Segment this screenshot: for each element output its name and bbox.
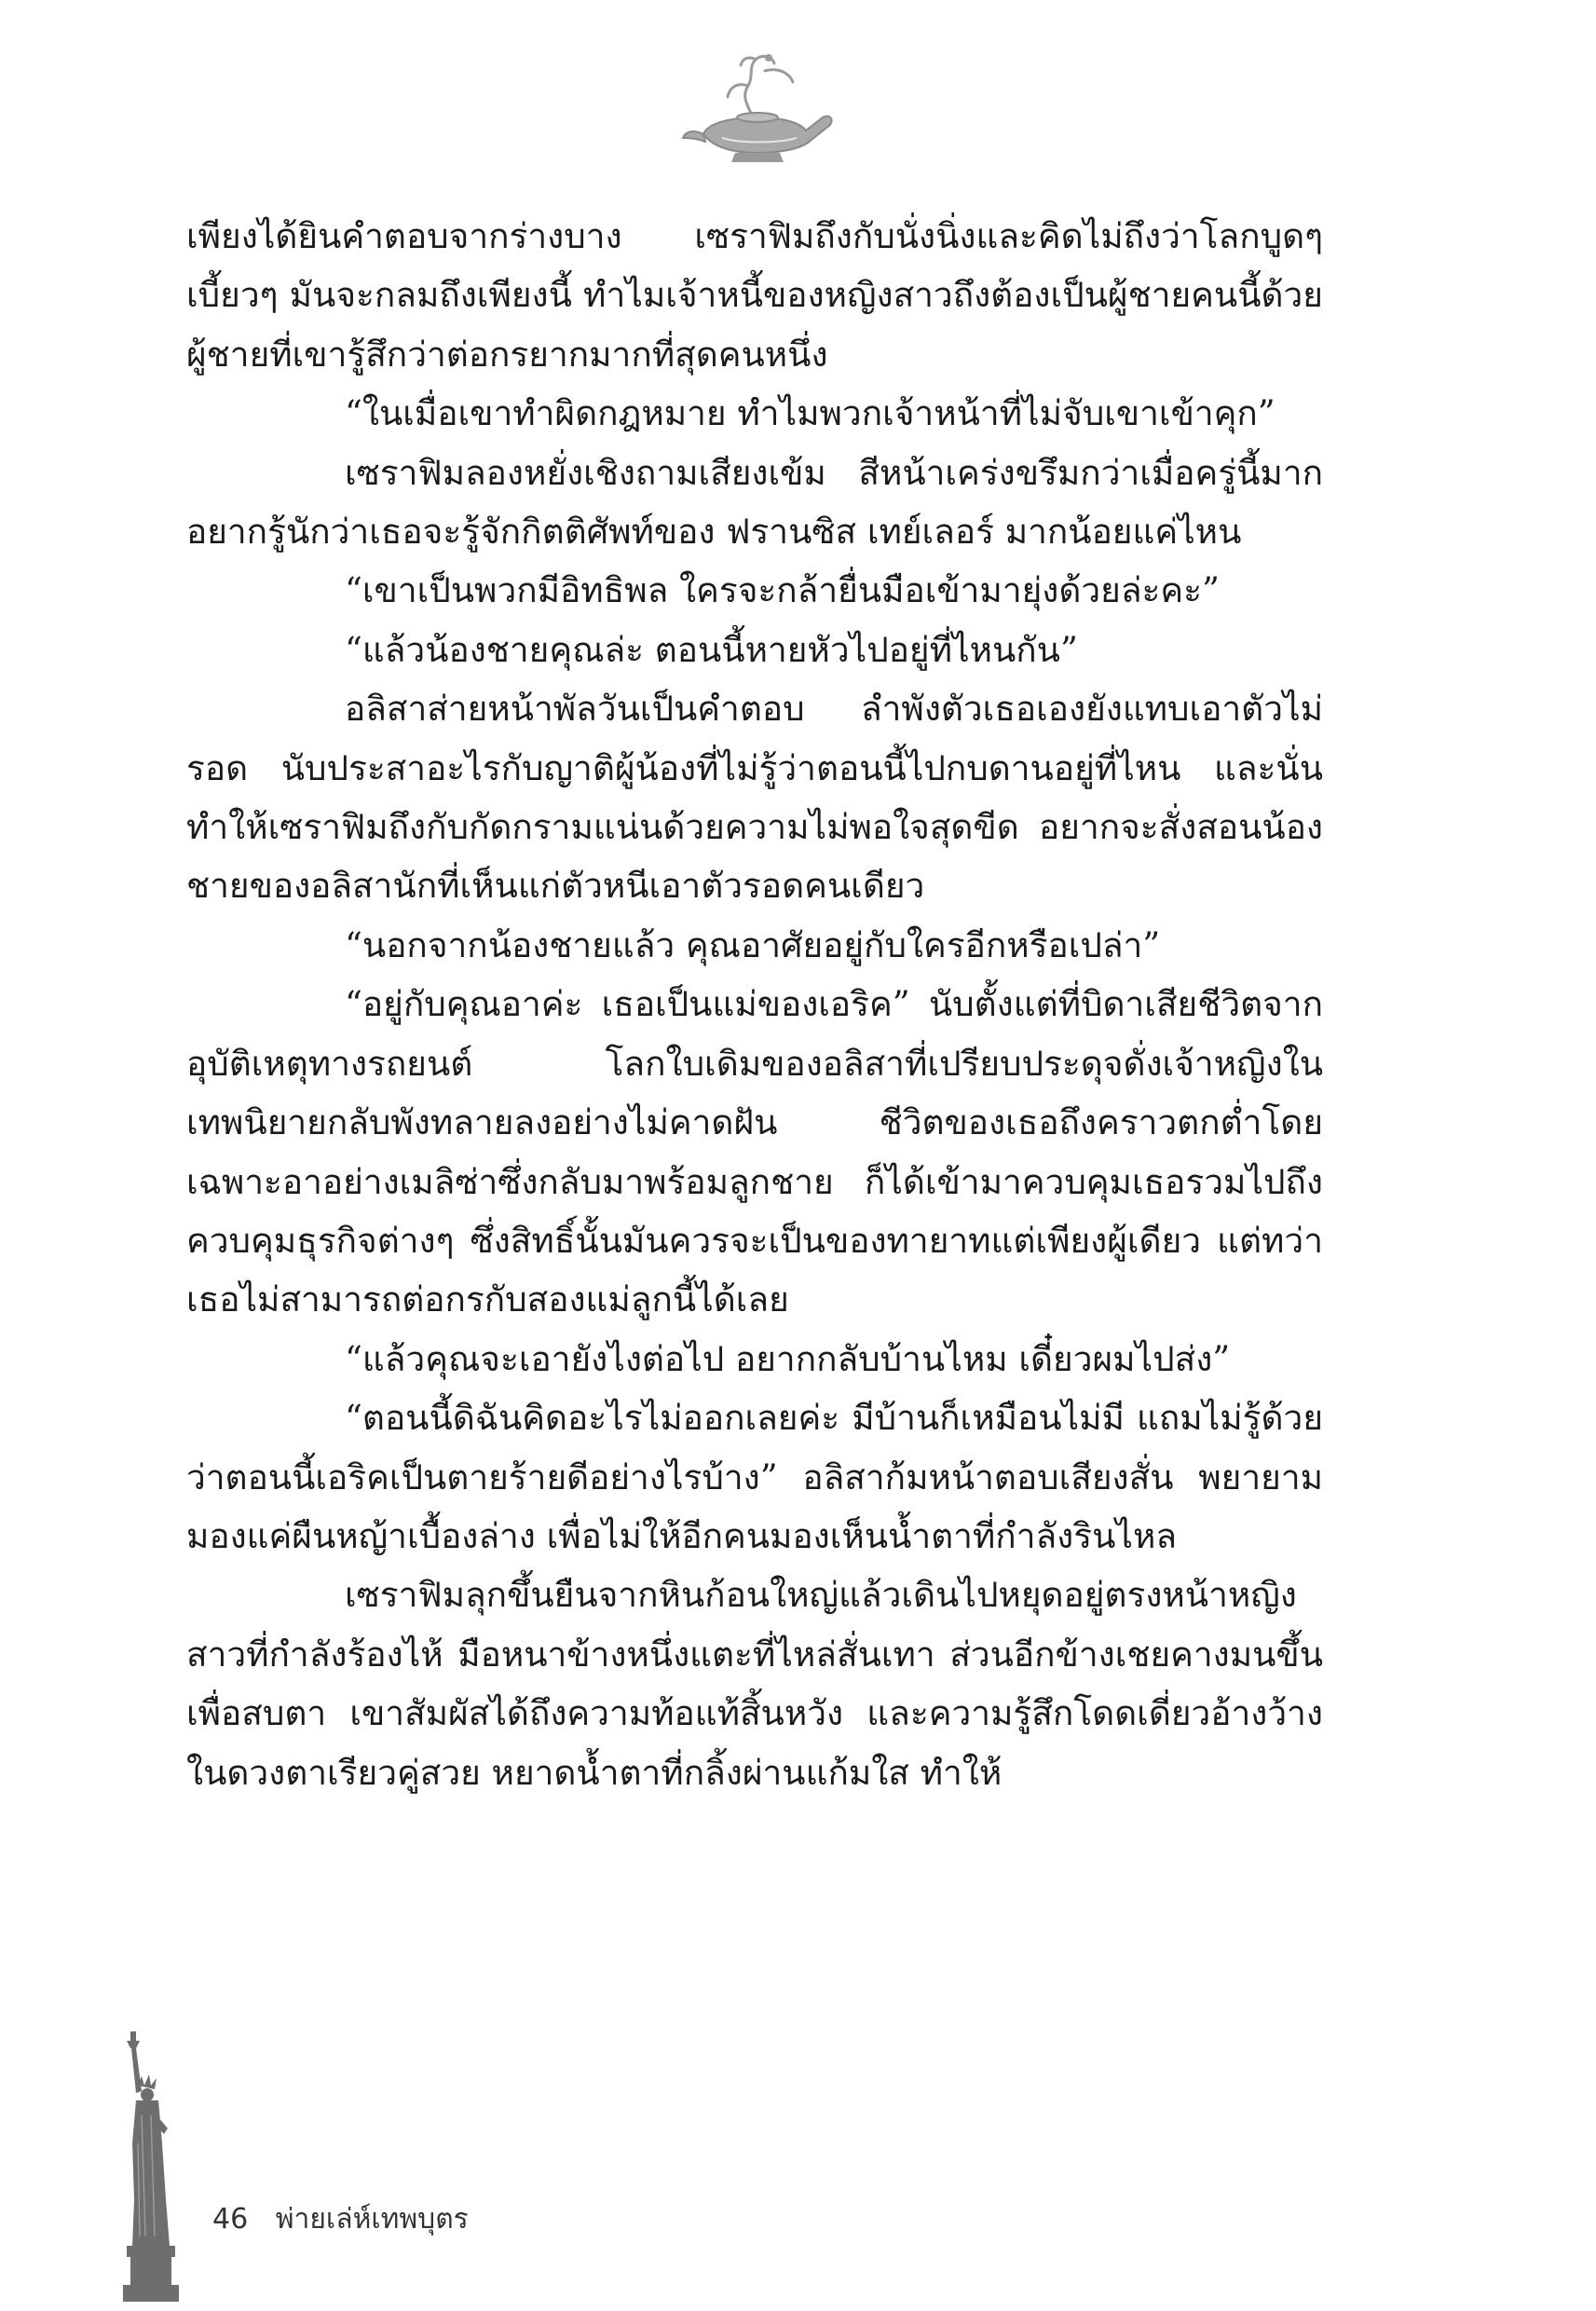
page-footer [212,2197,469,2241]
paragraph: อลิสาส่ายหน้าพัลวันเป็นคำตอบ ลำพังตัวเธอเองยังแทบเอาตัวไม่รอด นับประสาอะไรกับญาติผู้น้องที่ไม่รู้ว่าตอนนี้ไปกบดานอยู่ที่ไหน และนั่นทำให้เซราฟิมถึงกับกัดกรามแน่นด้วยความไม่พอใจสุดขีด อยากจะสั่งสอนน้องชายของอลิสานักที่เห็นแก่ตัวหนีเอาตัวรอดคนเดียว [186,689,1323,907]
genie-lamp-icon [675,48,839,170]
paragraph: “ตอนนี้ดิฉันคิดอะไรไม่ออกเลยค่ะ มีบ้านก็เหมือนไม่มี แถมไม่รู้ด้วยว่าตอนนี้เอริคเป็นตายร้ายดีอย่างไรบ้าง” อลิสาก้มหน้าตอบเสียงสั่น พยายามมองแค่ผืนหญ้าเบื้องล่าง เพื่อไม่ให้อีกคนมองเห็นน้ำตาที่กำลังรินไหล [186,1398,1323,1556]
paragraph: “แล้วน้องชายคุณล่ะ ตอนนี้หายหัวไปอยู่ที่ไหนกัน” [345,629,1078,670]
page-number: 46 [212,2203,249,2236]
paragraph: “อยู่กับคุณอาค่ะ เธอเป็นแม่ของเอริค” นับตั้งแต่ที่บิดาเสียชีวิตจากอุบัติเหตุทางรถยนต์ โลกใบเดิมของอลิสาที่เปรียบประดุจดั่งเจ้าหญิงในเทพนิยายกลับพังทลายลงอย่างไม่คาดฝัน ชีวิตของเธอถึงคราวตกต่ำโดยเฉพาะอาอย่างเมลิซ่าซึ่งกลับมาพร้อมลูกชาย ก็ได้เข้ามาควบคุมเธอรวมไปถึงควบคุมธุรกิจต่างๆ ซึ่งสิทธิ์นั้นมันควรจะเป็นของทายาทแต่เพียงผู้เดียว แต่ทว่าเธอไม่สามารถต่อกรกับสองแม่ลูกนี้ได้เลย [186,984,1323,1320]
paragraph: “นอกจากน้องชายแล้ว คุณอาศัยอยู่กับใครอีกหรือเปล่า” [345,924,1161,965]
paragraph: “แล้วคุณจะเอายังไงต่อไป อยากกลับบ้านไหม เดี๋ยวผมไปส่ง” [345,1338,1231,1379]
paragraph: เซราฟิมลองหยั่งเชิงถามเสียงเข้ม สีหน้าเคร่งขรึมกว่าเมื่อครู่นี้มาก อยากรู้นักว่าเธอจะรู้จักกิตติศัพท์ของ ฟรานซิส เทย์เลอร์ มากน้อยแค่ไหน [186,452,1323,553]
paragraph: เซราฟิมลุกขึ้นยืนจากหินก้อนใหญ่แล้วเดินไปหยุดอยู่ตรงหน้าหญิงสาวที่กำลังร้องไห้ มือหนาข้างหนึ่งแตะที่ไหล่สั่นเทา ส่วนอีกข้างเชยคางมนขึ้นเพื่อสบตา เขาสัมผัสได้ถึงความท้อแท้สิ้นหวัง และความรู้สึกโดดเดี่ยวอ้างว้างในดวงตาเรียวคู่สวย หยาดน้ำตาที่กลิ้งผ่านแก้มใส ทำให้ [186,1575,1323,1793]
paragraph: “ในเมื่อเขาทำผิดกฎหมาย ทำไมพวกเจ้าหน้าที่ไม่จับเขาเข้าคุก” [345,393,1275,434]
paragraph: เพียงได้ยินคำตอบจากร่างบาง เซราฟิมถึงกับนั่งนิ่งและคิดไม่ถึงว่าโลกบูดๆ เบี้ยวๆ มันจะกลมถึงเพียงนี้ ทำไมเจ้าหนี้ของหญิงสาวถึงต้องเป็นผู้ชายคนนี้ด้วย ผู้ชายที่เขารู้สึกว่าต่อกรยากมากที่สุดคนหนึ่ง [186,216,1323,375]
statue-of-liberty-icon [114,2031,188,2302]
book-title: พ่ายเล่ห์เทพบุตร [275,2203,469,2236]
body-text [186,207,1323,1802]
paragraph: “เขาเป็นพวกมีอิทธิพล ใครจะกล้ายื่นมือเข้ามายุ่งด้วยล่ะคะ” [345,570,1220,611]
